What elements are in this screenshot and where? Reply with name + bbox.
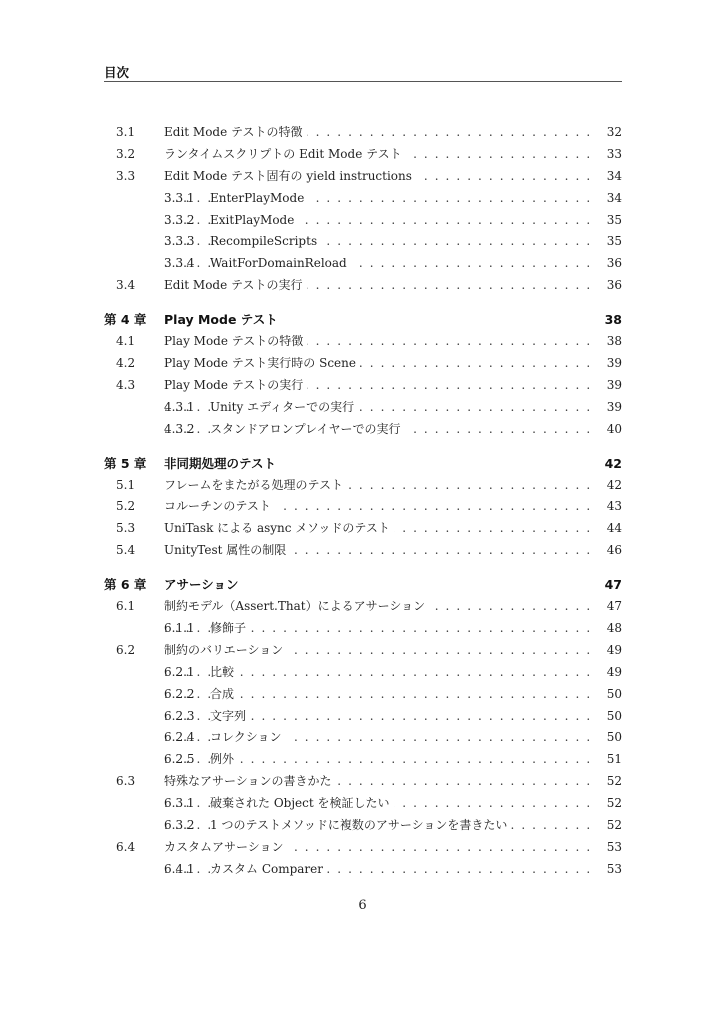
entry-title: コレクション [210, 727, 286, 749]
entry-title: コルーチンのテスト [164, 496, 275, 518]
toc-entry[interactable] [104, 275, 622, 297]
chapter-page: 38 [604, 312, 622, 328]
entry-title: Play Mode テスト実行時の Scene [164, 353, 360, 375]
toc-entry[interactable] [104, 662, 622, 684]
entry-title: 制約モデル（Assert.That）によるアサーション [164, 596, 429, 618]
entry-page: 34 [601, 166, 622, 188]
entry-page: 52 [601, 793, 622, 815]
entry-page: 51 [601, 749, 622, 771]
entry-page: 50 [601, 684, 622, 706]
entry-page: 53 [601, 859, 622, 881]
header-title: 目次 [104, 65, 130, 80]
toc-entry[interactable] [104, 837, 622, 859]
page-number: 6 [358, 898, 367, 913]
entry-number: 6.1.1 [164, 621, 195, 636]
entry-page: 46 [601, 540, 622, 562]
entry-title: カスタム Comparer [210, 859, 327, 881]
entry-title: ランタイムスクリプトの Edit Mode テスト [164, 144, 406, 166]
toc-entry[interactable] [104, 397, 622, 419]
entry-page: 49 [601, 662, 622, 684]
toc-entry[interactable] [104, 640, 622, 662]
entry-page: 49 [601, 640, 622, 662]
toc-entry[interactable] [104, 353, 622, 375]
entry-number: 3.3.1 [164, 190, 195, 205]
entry-title: 制約のバリエーション [164, 640, 287, 662]
toc-entry[interactable] [104, 331, 622, 353]
entry-title: ExitPlayMode [210, 210, 298, 232]
entry-number: 6.2.3 [164, 708, 195, 723]
toc-chapter-6[interactable] [104, 574, 622, 596]
entry-title: Play Mode テストの実行 [164, 375, 307, 397]
entry-page: 33 [601, 144, 622, 166]
toc-entry[interactable] [104, 596, 622, 618]
entry-title: カスタムアサーション [164, 837, 288, 859]
toc-entry[interactable] [104, 144, 622, 166]
entry-title: EnterPlayMode [210, 188, 308, 210]
entry-number: 6.3.2 [164, 818, 195, 833]
toc-entry[interactable] [104, 496, 622, 518]
entry-title: スタンドアロンプレイヤーでの実行 [210, 419, 405, 441]
entry-page: 40 [601, 419, 622, 441]
entry-title: UnityTest 属性の制限 [164, 540, 290, 562]
entry-number: 6.4.1 [164, 861, 195, 876]
toc-entry[interactable] [104, 618, 622, 640]
toc-entry[interactable] [104, 419, 622, 441]
entry-number: 5.3 [116, 521, 136, 536]
entry-page: 48 [601, 618, 622, 640]
entry-number: 6.2.4 [164, 730, 195, 745]
entry-number: 6.2 [116, 642, 136, 657]
entry-page: 39 [601, 397, 622, 419]
toc-entry[interactable] [104, 375, 622, 397]
entry-page: 47 [601, 596, 622, 618]
chapter-title: Play Mode テスト [164, 312, 278, 328]
entry-page: 36 [601, 275, 622, 297]
entry-number: 5.1 [116, 477, 136, 492]
entry-title: Edit Mode テスト固有の yield instructions [164, 166, 416, 188]
entry-number: 4.3.2 [164, 421, 195, 436]
entry-number: 6.2.1 [164, 664, 195, 679]
toc-entry[interactable] [104, 859, 622, 881]
chapter-title: 非同期処理のテスト [164, 455, 277, 471]
toc-entry[interactable] [104, 210, 622, 232]
toc-entry[interactable] [104, 815, 622, 837]
entry-number: 4.1 [116, 334, 136, 349]
chapter-page: 47 [604, 577, 622, 593]
entry-title: 合成 [210, 684, 238, 706]
toc-chapter-5[interactable] [104, 453, 622, 475]
entry-page: 50 [601, 706, 622, 728]
toc-entry[interactable] [104, 253, 622, 275]
entry-page: 52 [601, 771, 622, 793]
entry-number: 3.2 [116, 146, 136, 161]
entry-page: 35 [601, 231, 622, 253]
toc-entry[interactable] [104, 727, 622, 749]
entry-title: Unity エディターでの実行 [210, 397, 358, 419]
entry-number: 3.4 [116, 278, 136, 293]
entry-page: 32 [601, 122, 622, 144]
entry-number: 3.1 [116, 125, 136, 139]
entry-title: 例外 [210, 749, 238, 771]
entry-number: 4.3 [116, 377, 136, 392]
entry-page: 38 [601, 331, 622, 353]
entry-title: Edit Mode テストの特徴 [164, 122, 307, 144]
entry-number: 6.1 [116, 599, 136, 614]
entry-page: 39 [601, 353, 622, 375]
entry-title: RecompileScripts [210, 231, 321, 253]
entry-number: 3.3.3 [164, 234, 195, 249]
entry-number: 6.4 [116, 839, 136, 854]
chapter-number: 第 5 章 [104, 455, 147, 471]
entry-number: 4.3.1 [164, 399, 195, 414]
entry-title: UniTask による async メソッドのテスト [164, 518, 394, 540]
entry-page: 39 [601, 375, 622, 397]
entry-number: 5.2 [116, 499, 136, 514]
chapter-number: 第 4 章 [104, 312, 147, 328]
entry-title: 1 つのテストメソッドに複数のアサーションを書きたい [210, 815, 511, 837]
toc-entry[interactable] [104, 793, 622, 815]
entry-page: 34 [601, 188, 622, 210]
toc-entry[interactable] [104, 475, 622, 497]
entry-title: 文字列 [210, 706, 250, 728]
entry-number: 5.4 [116, 543, 136, 558]
entry-number: 3.3.2 [164, 212, 195, 227]
chapter-number: 第 6 章 [104, 577, 147, 593]
toc-entry[interactable] [104, 518, 622, 540]
entry-number: 3.3.4 [164, 256, 195, 271]
toc-entry[interactable] [104, 706, 622, 728]
entry-number: 3.3 [116, 168, 136, 183]
entry-title: フレームをまたがる処理のテスト [164, 475, 347, 497]
running-header [104, 64, 622, 82]
table-of-contents [104, 122, 622, 881]
entry-number: 6.3.1 [164, 796, 195, 811]
entry-number: 4.2 [116, 356, 136, 371]
entry-number: 6.2.5 [164, 752, 195, 767]
entry-page: 44 [601, 518, 622, 540]
entry-title: Play Mode テストの特徴 [164, 331, 307, 353]
toc-entry[interactable] [104, 231, 622, 253]
entry-page: 42 [601, 475, 622, 497]
entry-title: 特殊なアサーションの書きかた [164, 771, 336, 793]
chapter-page: 42 [604, 455, 622, 471]
toc-chapter-4[interactable] [104, 309, 622, 331]
toc-entry[interactable] [104, 771, 622, 793]
entry-title: Edit Mode テストの実行 [164, 275, 307, 297]
chapter-title: アサーション [164, 577, 239, 593]
toc-entry[interactable] [104, 166, 622, 188]
entry-page: 36 [601, 253, 622, 275]
entry-title: 破棄された Object を検証したい [210, 793, 394, 815]
entry-page: 43 [601, 496, 622, 518]
entry-number: 6.2.2 [164, 686, 195, 701]
toc-entry[interactable] [104, 684, 622, 706]
entry-title: 修飾子 [210, 618, 250, 640]
entry-number: 6.3 [116, 774, 136, 789]
entry-title: 比較 [210, 662, 238, 684]
entry-page: 35 [601, 210, 622, 232]
toc-entry[interactable] [104, 188, 622, 210]
toc-entry[interactable] [104, 540, 622, 562]
entry-title: WaitForDomainReload [210, 253, 351, 275]
toc-entry[interactable] [104, 749, 622, 771]
entry-page: 53 [601, 837, 622, 859]
entry-page: 50 [601, 727, 622, 749]
entry-page: 52 [601, 815, 622, 837]
toc-entry[interactable] [104, 122, 622, 144]
